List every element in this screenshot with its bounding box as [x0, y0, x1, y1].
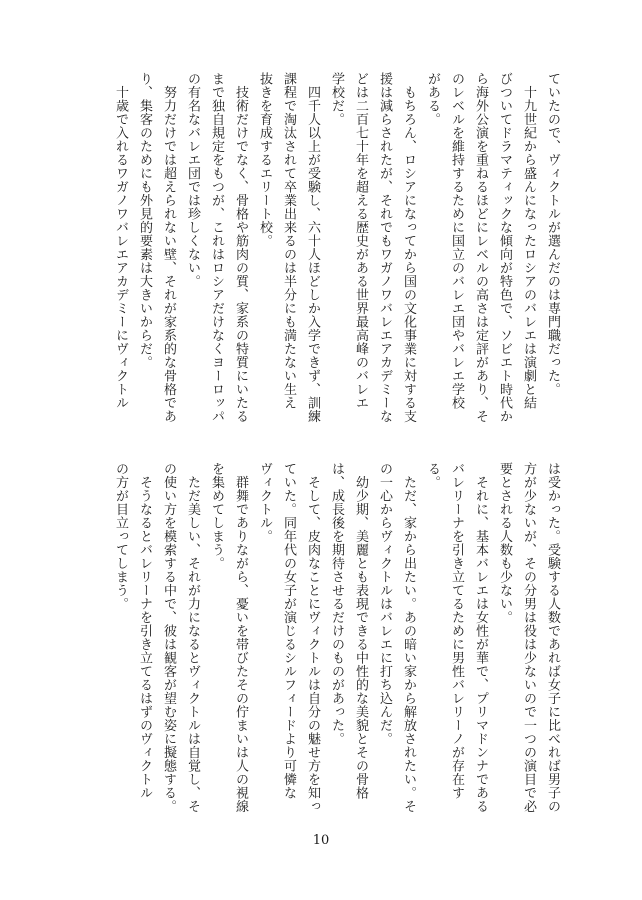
- text-line: 技術だけでなく、骨格や筋肉の質、家系の特質にいたる: [233, 72, 248, 423]
- text-line: それに、基本バレエは女性が華で、プリマドンナである: [473, 462, 488, 813]
- text-line: 学校だ。: [329, 72, 344, 126]
- text-line: ただ、家から出たい。あの暗い家から解放されたい。そ: [401, 462, 416, 813]
- text-line: 方が少ないが、その分男は役は少ないので一つの演目で必: [521, 462, 536, 813]
- text-block-top: [108, 72, 564, 452]
- text-line: の有名なバレエ団では珍しくない。: [185, 72, 200, 288]
- text-line: 幼少期、美麗とも表現できる中性的な美貌とその骨格: [353, 462, 368, 800]
- text-line: を集めてしまう。: [209, 462, 224, 570]
- text-line: 課程で淘汰されて卒業出来るのは半分にも満たない生え: [281, 72, 296, 410]
- text-line: 要とされる人数も少ない。: [497, 462, 512, 624]
- text-line: ていた。同年代の女子が演じるシルフィードより可憐な: [281, 462, 296, 800]
- text-line: どは二百七十年を超える歴史がある世界最高峰のバレエ: [353, 72, 368, 410]
- text-line: そうなるとバレリーナを引き立てるはずのヴィクトル: [137, 462, 152, 800]
- text-line: 十歳で入れるワガノワバレエアカデミーにヴィクトル: [113, 72, 128, 410]
- text-line: の一心からヴィクトルはバレエに打ち込んだ。: [377, 462, 392, 746]
- text-line: る。: [425, 462, 440, 489]
- text-line: ヴィクトル。: [257, 462, 272, 543]
- text-line: もちろん、ロシアになってから国の文化事業に対する支: [401, 72, 416, 423]
- page-number: 10: [312, 833, 330, 848]
- text-line: は、成長後を期待させるだけのものがあった。: [329, 462, 344, 746]
- text-line: まで独自規定をもつが、これはロシアだけなくヨーロッパ: [209, 72, 224, 423]
- text-line: 群舞でありながら、憂いを帯びたその佇まいは人の視線: [233, 462, 248, 813]
- text-line: のレベルを維持するために国立のバレエ団やバレエ学校: [449, 72, 464, 410]
- text-line: ていたので、ヴィクトルが選んだのは専門職だった。: [545, 72, 560, 396]
- text-line: 十九世紀から盛んになったロシアのバレエは演劇と結: [521, 72, 536, 410]
- text-line: 抜きを育成するエリート校。: [257, 72, 272, 248]
- text-line: ただ美しい、それが力になるとヴィクトルは自覚し、そ: [185, 462, 200, 813]
- text-line: り、集客のためにも外見的要素は大きいからだ。: [137, 72, 152, 369]
- text-line: バレリーナを引き立てるために男性バレリーノが存在す: [449, 462, 464, 800]
- text-line: 努力だけでは超えられない壁、それが家系的な骨格であ: [161, 72, 176, 423]
- text-line: ら海外公演を重ねるほどにレベルの高さは定評があり、そ: [473, 72, 488, 423]
- text-line: 四千人以上が受験し、六十人ほどしか入学できず、訓練: [305, 72, 320, 423]
- text-line: びついてドラマティックな傾向が特色で、ソビエト時代か: [497, 72, 512, 423]
- text-line: 援は減らされたが、それでもワガノワバレエアカデミーな: [377, 72, 392, 423]
- text-line: の使い方を模索する中で、彼は観客が望む姿に擬態する。: [161, 462, 176, 813]
- text-block-bottom: [108, 462, 564, 842]
- text-line: そして、皮肉なことにヴィクトルは自分の魅せ方を知っ: [305, 462, 320, 813]
- text-line: は受かった。受験する人数であれば女子に比べれば男子の: [545, 462, 560, 813]
- text-line: の方が目立ってしまう。: [113, 462, 128, 611]
- text-line: がある。: [425, 72, 440, 126]
